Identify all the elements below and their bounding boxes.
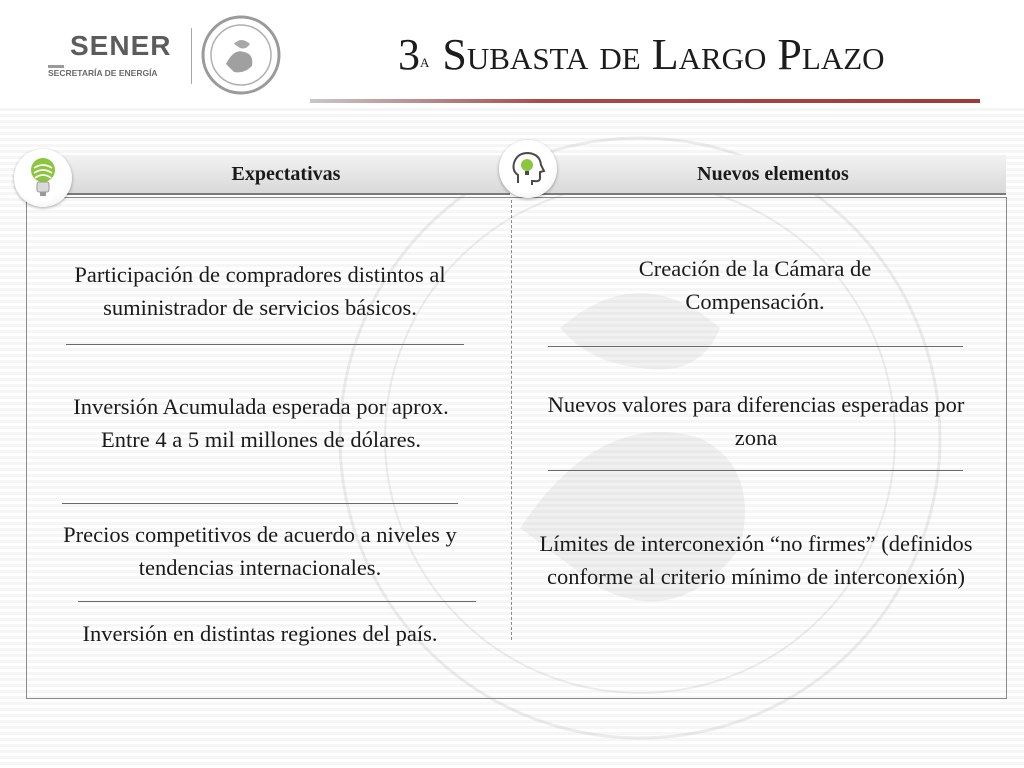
- mexico-seal-icon: [200, 14, 282, 96]
- title-superscript: a: [420, 51, 430, 71]
- head-lightbulb-badge: [499, 140, 557, 198]
- item-separator: [548, 470, 963, 471]
- expectativa-item-2: Inversión Acumulada esperada por aprox. Entre 4 a 5 mil millones de dólares.: [73, 394, 449, 452]
- sener-logo: [48, 30, 178, 80]
- item-separator: [548, 346, 963, 347]
- nuevo-elemento-item-2: Nuevos valores para diferencias esperadas por zona: [547, 392, 965, 450]
- logo-divider: [191, 28, 192, 84]
- expectativa-item-4: Inversión en distintas regiones del país.: [82, 621, 438, 646]
- item-separator: [62, 503, 458, 504]
- lightbulb-icon: [25, 156, 61, 200]
- lightbulb-badge: [14, 149, 72, 207]
- logo-name: SENER: [70, 30, 172, 61]
- head-lightbulb-icon: [508, 149, 548, 189]
- column-divider: [511, 200, 512, 640]
- item-separator: [78, 601, 476, 602]
- page-title: [398, 30, 885, 80]
- expectativa-item-1: Participación de compradores distintos al suministrador de servicios básicos.: [74, 262, 446, 320]
- column-heading-nuevos-elementos: Nuevos elementos: [540, 155, 1006, 195]
- title-text: Subasta de Largo Plazo: [442, 30, 885, 79]
- nuevo-elemento-item-3: Límites de interconexión “no firmes” (definidos conforme al criterio mínimo de interconexión): [539, 531, 973, 589]
- item-separator: [66, 344, 464, 345]
- nuevo-elemento-item-1: Creación de la Cámara de Compensación.: [638, 256, 872, 314]
- title-number: 3: [398, 30, 420, 79]
- column-heading-expectativas: Expectativas: [62, 155, 510, 195]
- logo-subtitle: SECRETARÍA DE ENERGÍA: [48, 68, 158, 78]
- title-underline: [310, 99, 980, 103]
- expectativa-item-3: Precios competitivos de acuerdo a niveles y tendencias internacionales.: [63, 522, 457, 580]
